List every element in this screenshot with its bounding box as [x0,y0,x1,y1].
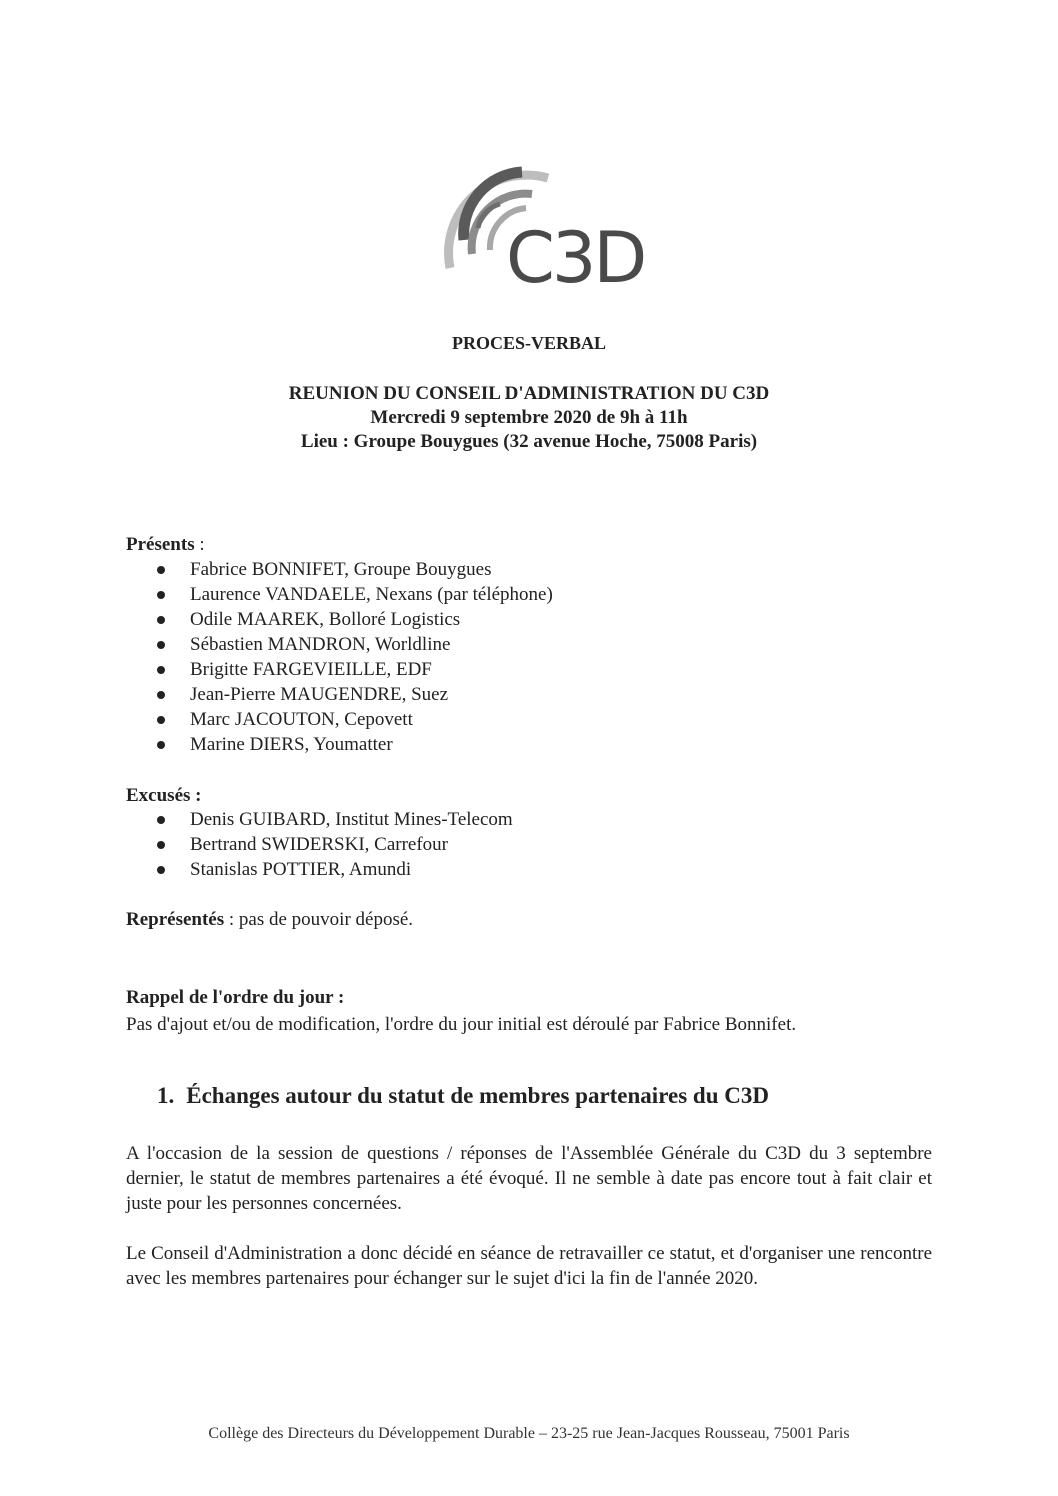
meeting-header [0,382,1058,454]
section-1-number: 1. [157,1083,175,1108]
list-item [157,832,513,857]
list-item [157,857,513,882]
excuses-list [157,807,513,882]
list-item-text: Stanislas POTTIER, Amundi [190,859,412,880]
representes-label: Représentés [126,909,225,930]
list-item [157,632,553,657]
bullet-icon [157,866,165,874]
bullet-icon [157,616,165,624]
agenda-label: Rappel de l'ordre du jour : [126,987,345,1008]
section-1-heading [157,1083,769,1109]
list-item [157,607,553,632]
list-item-text: Marc JACOUTON, Cepovett [190,709,413,730]
list-item-text: Sébastien MANDRON, Worldline [190,634,451,655]
c3d-logo [436,150,645,310]
logo-text: C3D [506,217,645,299]
meeting-name: REUNION DU CONSEIL D'ADMINISTRATION DU C3D [288,383,770,404]
list-item [157,557,553,582]
list-item [157,657,553,682]
presents-list [157,557,553,757]
bullet-icon [157,816,165,824]
bullet-icon [157,691,165,699]
representes-text: : pas de pouvoir déposé. [224,909,414,930]
list-item-text: Laurence VANDAELE, Nexans (par téléphone) [190,584,553,605]
section-1-paragraph-1: A l'occasion de la session de questions / réponses de l'Assemblée Générale du C3D du 3 septembre dernier, le statut de membres partenaires a été évoqué. Il ne semble à date pas encore tout à fait clair et juste pour les personnes concernées. [126,1143,932,1214]
presents-label-text: Présents [126,534,195,555]
list-item-text: Denis GUIBARD, Institut Mines-Telecom [190,809,513,830]
bullet-icon [157,741,165,749]
agenda-text: Pas d'ajout et/ou de modification, l'ordre du jour initial est déroulé par Fabrice Bonnifet. [126,1014,797,1035]
meeting-date: Mercredi 9 septembre 2020 de 9h à 11h [370,407,688,428]
meeting-location: Lieu : Groupe Bouygues (32 avenue Hoche, 75008 Paris) [300,431,758,452]
list-item [157,732,553,757]
list-item-text: Marine DIERS, Youmatter [190,734,393,755]
list-item [157,682,553,707]
presents-label-colon: : [194,534,205,555]
list-item [157,707,553,732]
list-item-text: Jean-Pierre MAUGENDRE, Suez [190,684,449,705]
bullet-icon [157,716,165,724]
list-item [157,807,513,832]
bullet-icon [157,591,165,599]
presents-label [126,534,205,556]
bullet-icon [157,641,165,649]
section-1-title: Échanges autour du statut de membres partenaires du C3D [186,1083,769,1108]
list-item-text: Fabrice BONNIFET, Groupe Bouygues [190,559,492,580]
excuses-label: Excusés : [126,785,202,806]
representes-line [126,909,413,931]
document-title: PROCES-VERBAL [451,333,607,353]
list-item-text: Bertrand SWIDERSKI, Carrefour [190,834,449,855]
bullet-icon [157,666,165,674]
bullet-icon [157,841,165,849]
section-1-paragraph-2: Le Conseil d'Administration a donc décidé en séance de retravailler ce statut, et d'organiser une rencontre avec les membres partenaires pour échanger sur le sujet d'ici la fin de l'année 2020. [126,1243,932,1289]
list-item [157,582,553,607]
page-footer: Collège des Directeurs du Développement Durable – 23-25 rue Jean-Jacques Rousseau, 75001 Paris [208,1425,850,1442]
bullet-icon [157,566,165,574]
list-item-text: Odile MAAREK, Bolloré Logistics [190,609,461,630]
list-item-text: Brigitte FARGEVIEILLE, EDF [190,659,432,680]
